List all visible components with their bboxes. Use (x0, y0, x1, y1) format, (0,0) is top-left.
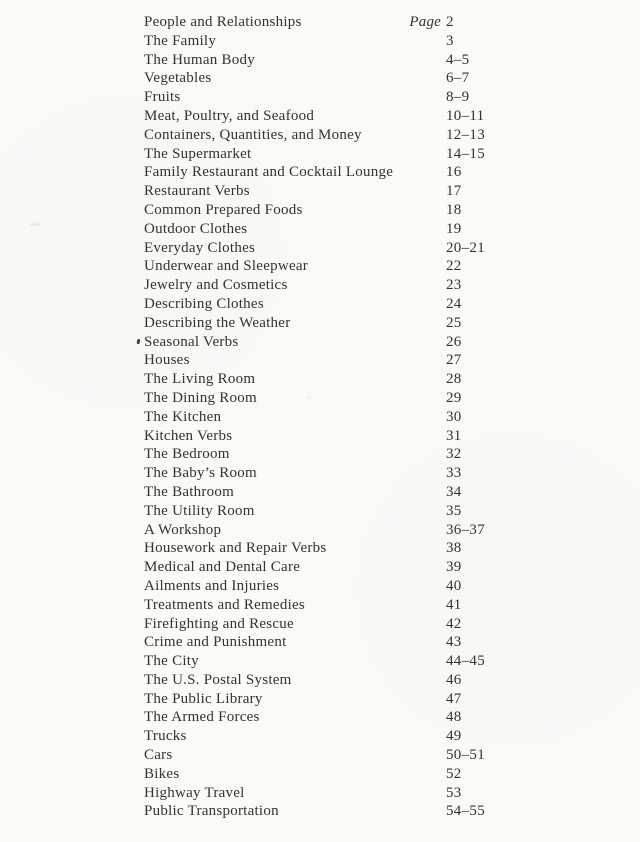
toc-entry-title: The Supermarket (144, 145, 252, 162)
toc-entry-pages: 35 (446, 502, 462, 519)
toc-entry-title: Describing Clothes (144, 295, 264, 312)
toc-row (144, 408, 544, 427)
toc-entry-pages: 52 (446, 765, 462, 782)
toc-entry-title: The Dining Room (144, 389, 257, 406)
toc-entry-pages: 53 (446, 784, 462, 801)
toc-entry-title: The Public Library (144, 690, 263, 707)
toc-row (144, 427, 544, 446)
toc-entry-pages: 46 (446, 671, 462, 688)
toc-entry-title: Treatments and Remedies (144, 596, 306, 613)
toc-entry-title: Housework and Repair Verbs (144, 540, 327, 557)
toc-entry-pages: 2 (446, 14, 454, 30)
toc-entry-pages: 34 (446, 483, 462, 500)
toc-row (144, 314, 544, 333)
toc-entry-title: Restaurant Verbs (144, 183, 250, 200)
toc-row (144, 351, 544, 370)
toc-entry-title: Fruits (144, 89, 181, 106)
toc-row (144, 727, 544, 746)
toc-entry-pages: 25 (446, 314, 462, 331)
toc-entry-title: Trucks (144, 728, 187, 745)
toc-entry-title: Common Prepared Foods (144, 201, 303, 218)
toc-row (144, 671, 544, 690)
toc-row (144, 802, 544, 821)
toc-entry-pages: 22 (446, 258, 462, 275)
toc-entry-title: The Kitchen (144, 408, 222, 425)
toc-row (144, 239, 544, 258)
toc-entry-pages: 48 (446, 709, 462, 726)
toc-entry-pages: 49 (446, 728, 462, 745)
toc-row (144, 502, 544, 521)
toc-entry-title: The Family (144, 32, 217, 49)
toc-row (144, 276, 544, 295)
toc-entry-pages: 43 (446, 634, 462, 651)
toc-row (144, 633, 544, 652)
toc-row (144, 746, 544, 765)
toc-row (144, 596, 544, 615)
toc-row (144, 32, 544, 51)
toc-entry-pages: 33 (446, 465, 462, 482)
toc-entry-title: Underwear and Sleepwear (144, 258, 309, 275)
toc-entry-pages: 31 (446, 427, 462, 444)
toc-entry-pages: 32 (446, 446, 462, 463)
speck-mark (137, 338, 140, 343)
toc-entry-pages: 41 (446, 596, 462, 613)
toc-row (144, 51, 544, 70)
toc-entry-pages: 14–15 (446, 145, 485, 162)
toc-entry-pages: 19 (446, 220, 462, 237)
toc-row (144, 652, 544, 671)
toc-entry-pages: 16 (446, 164, 462, 181)
toc-entry-title: Houses (144, 352, 190, 369)
toc-entry-title: Jewelry and Cosmetics (144, 277, 288, 294)
toc-entry-pages: 20–21 (446, 239, 485, 256)
toc-row (144, 483, 544, 502)
paper-speck (30, 223, 40, 226)
toc-entry-title: Seasonal Verbs (144, 333, 239, 350)
toc-row (144, 295, 544, 314)
toc-entry-pages: 8–9 (446, 89, 470, 106)
toc-entry-pages: 36–37 (446, 521, 485, 538)
toc-row (144, 690, 544, 709)
toc-entry-title: Outdoor Clothes (144, 220, 248, 237)
toc-entry-pages: 54–55 (446, 803, 485, 820)
toc-entry-title: Medical and Dental Care (144, 559, 301, 576)
toc-row (144, 558, 544, 577)
toc-entry-title: Everyday Clothes (144, 239, 256, 256)
toc-entry-pages: 47 (446, 690, 462, 707)
toc-entry-title: Meat, Poultry, and Seafood (144, 107, 315, 124)
toc-row (144, 521, 544, 540)
toc-entry-title: Kitchen Verbs (144, 427, 233, 444)
toc-row (144, 333, 544, 352)
toc-entry-pages: 10–11 (446, 107, 485, 124)
toc-row (144, 577, 544, 596)
toc-entry-title: Crime and Punishment (144, 634, 287, 651)
toc-row (144, 765, 544, 784)
toc-entry-title: Family Restaurant and Cocktail Lounge (144, 164, 394, 181)
page-column-label: Page (409, 14, 441, 30)
table-of-contents (144, 13, 544, 821)
toc-entry-pages: 12–13 (446, 126, 485, 143)
toc-entry-title: Bikes (144, 765, 180, 782)
toc-row (144, 182, 544, 201)
toc-entry-pages: 29 (446, 389, 462, 406)
toc-entry-pages: 50–51 (446, 747, 485, 764)
toc-entry-title: The Utility Room (144, 502, 255, 519)
toc-row (144, 370, 544, 389)
toc-row (144, 784, 544, 803)
toc-entry-title: Cars (144, 747, 173, 764)
toc-entry-pages: 40 (446, 577, 462, 594)
toc-row (144, 615, 544, 634)
toc-row (144, 708, 544, 727)
toc-entry-pages: 26 (446, 333, 462, 350)
toc-entry-pages: 28 (446, 371, 462, 388)
toc-entry-title: Containers, Quantities, and Money (144, 126, 362, 143)
toc-entry-pages: 39 (446, 559, 462, 576)
toc-entry-title: The Bedroom (144, 446, 230, 463)
toc-entry-title: The Bathroom (144, 483, 235, 500)
toc-row (144, 163, 544, 182)
toc-entry-title: Firefighting and Rescue (144, 615, 294, 632)
toc-row (144, 220, 544, 239)
toc-row (144, 445, 544, 464)
toc-row (144, 464, 544, 483)
toc-entry-title: The U.S. Postal System (144, 671, 292, 688)
toc-entry-title: Describing the Weather (144, 314, 291, 331)
toc-entry-pages: 38 (446, 540, 462, 557)
toc-row (144, 539, 544, 558)
toc-entry-title: The Human Body (144, 51, 255, 68)
toc-entry-pages: 42 (446, 615, 462, 632)
toc-row (144, 88, 544, 107)
toc-row (144, 107, 544, 126)
toc-row (144, 126, 544, 145)
toc-entry-pages: 3 (446, 32, 454, 49)
toc-entry-pages: 30 (446, 408, 462, 425)
toc-row (144, 201, 544, 220)
toc-row (144, 69, 544, 88)
toc-row (144, 257, 544, 276)
toc-entry-title: A Workshop (144, 521, 222, 538)
toc-row (144, 13, 544, 32)
toc-entry-title: The Living Room (144, 371, 256, 388)
toc-entry-title: The Armed Forces (144, 709, 260, 726)
toc-entry-pages: 18 (446, 201, 462, 218)
toc-entry-title: The Baby’s Room (144, 465, 257, 482)
toc-entry-pages: 44–45 (446, 653, 485, 670)
toc-entry-pages: 27 (446, 352, 462, 369)
toc-entry-pages: 6–7 (446, 70, 470, 87)
toc-entry-title: Highway Travel (144, 784, 245, 801)
toc-entry-pages: 17 (446, 183, 462, 200)
toc-entry-title: Vegetables (144, 70, 212, 87)
toc-entry-pages: 23 (446, 277, 462, 294)
toc-entry-title: People and Relationships (144, 14, 302, 30)
toc-row (144, 389, 544, 408)
toc-entry-pages: 24 (446, 295, 462, 312)
toc-entry-title: The City (144, 653, 199, 670)
toc-entry-pages: 4–5 (446, 51, 470, 68)
toc-row (144, 145, 544, 164)
toc-entry-title: Public Transportation (144, 803, 279, 820)
toc-entry-title: Ailments and Injuries (144, 577, 280, 594)
